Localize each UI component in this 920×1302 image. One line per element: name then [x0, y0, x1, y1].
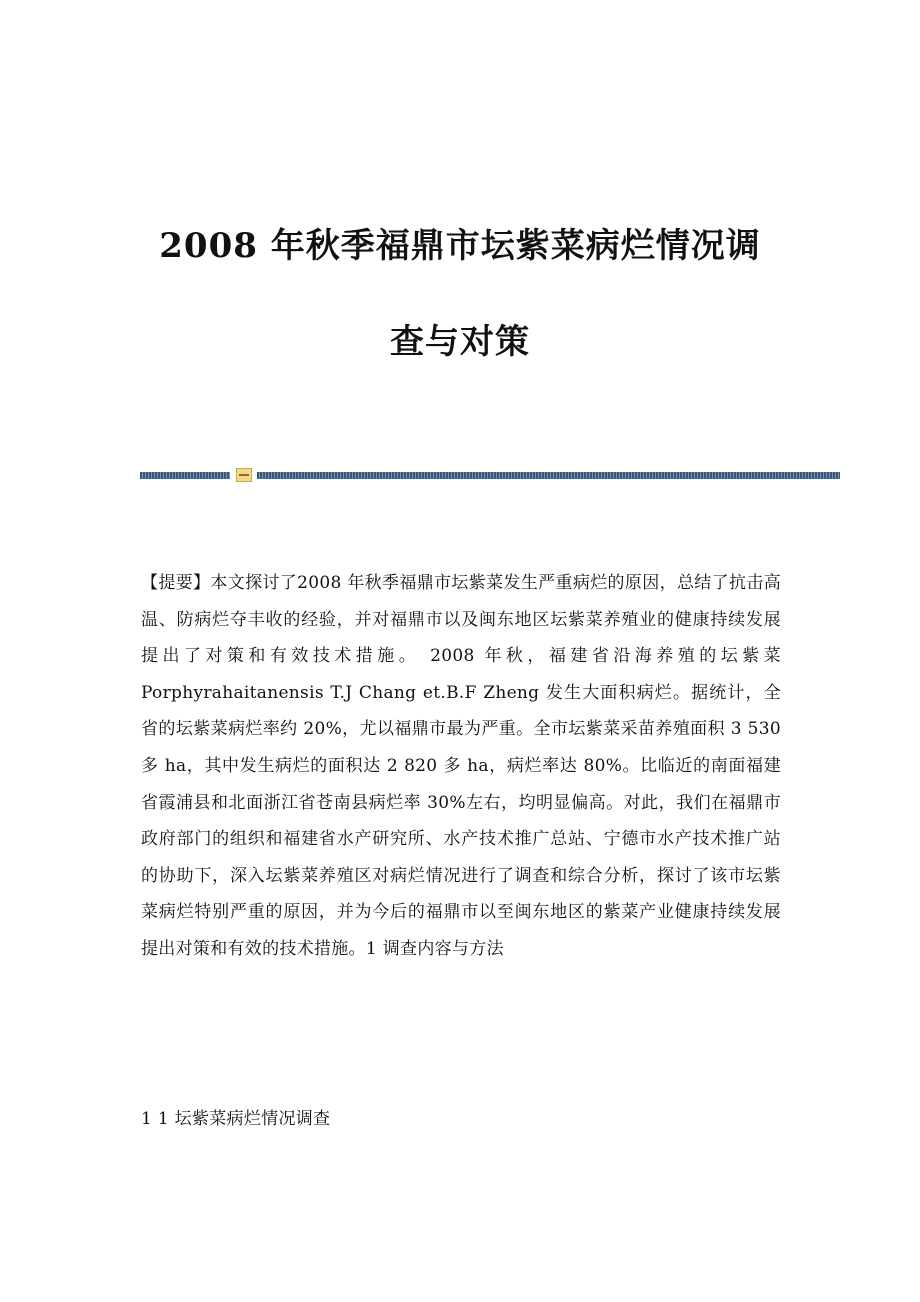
divider-bar-right — [257, 472, 840, 479]
divider-ornament-icon — [236, 468, 252, 482]
divider-bar-left — [140, 472, 230, 479]
abstract-paragraph: 【提要】本文探讨了2008 年秋季福鼎市坛紫菜发生严重病烂的原因，总结了抗击高温、防病烂夺丰收的经验，并对福鼎市以及闽东地区坛紫菜养殖业的健康持续发展提出了对策和有效技术措施。 2008 年秋，福建省沿海养殖的坛紫菜Porphyrahaitanensis T.J Chang et.B.F Zheng 发生大面积病烂。据统计，全省的坛紫菜病烂率约 20%，尤以福鼎市最为严重。全市坛紫菜采苗养殖面积 3 530 多 ha，其中发生病烂的面积达 2 820 多 ha，病烂率达 80%。比临近的南面福建省霞浦县和北面浙江省苍南县病烂率 30%左右，均明显偏高。对此，我们在福鼎市政府部门的组织和福建省水产研究所、水产技术推广总站、宁德市水产技术推广站的协助下，深入坛紫菜养殖区对病烂情况进行了调查和综合分析，探讨了该市坛紫菜病烂特别严重的原因，并为今后的福鼎市以至闽东地区的紫菜产业健康持续发展提出对策和有效的技术措施。1 调查内容与方法 — [141, 573, 781, 959]
title-divider — [140, 468, 840, 482]
document-title-line-1: 2008 年秋季福鼎市坛紫菜病烂情况调 — [159, 226, 761, 266]
section-heading: 1 1 坛紫菜病烂情况调查 — [141, 1109, 331, 1129]
document-title-line-2: 查与对策 — [390, 322, 530, 362]
